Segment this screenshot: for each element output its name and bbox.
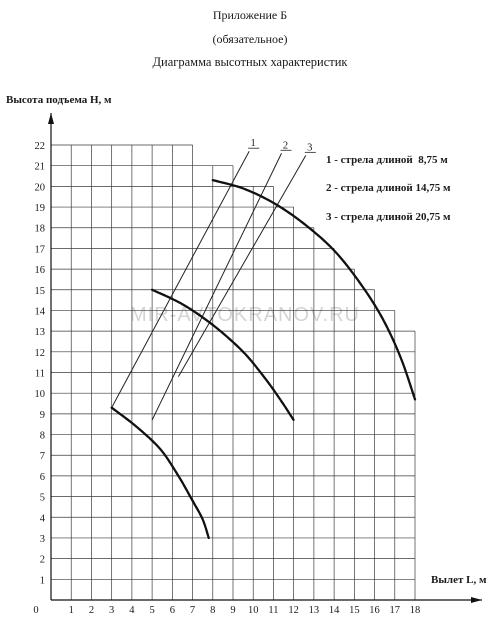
y-tick-label: 14 <box>34 306 45 318</box>
boom-label-2: 2 <box>282 140 289 152</box>
y-tick-label: 20 <box>34 182 45 194</box>
x-tick-label: 15 <box>349 605 360 616</box>
y-tick-label: 3 <box>39 533 45 545</box>
origin-label: 0 <box>33 605 39 616</box>
legend-entry-1: 1 - стрела длиной 8,75 м <box>326 154 448 166</box>
y-axis-arrow <box>48 113 54 124</box>
diagram-title: Диаграмма высотных характеристик <box>152 55 348 69</box>
x-tick-label: 13 <box>308 605 320 616</box>
legend-entry-2: 2 - стрела длиной 14,75 м <box>326 182 451 194</box>
y-tick-label: 22 <box>34 141 45 152</box>
curves <box>112 180 415 538</box>
y-tick-label: 11 <box>34 368 45 380</box>
y-tick-label: 15 <box>34 285 45 297</box>
legend-entry-3: 3 - стрела длиной 20,75 м <box>326 211 451 223</box>
y-tick-label: 2 <box>39 554 45 566</box>
x-tick-label: 18 <box>409 605 421 616</box>
watermark-text: MIR-AVTOKRANOV.RU <box>130 304 360 326</box>
boom-label-3: 3 <box>307 142 313 154</box>
y-tick-label: 13 <box>34 327 45 339</box>
legend <box>326 154 451 223</box>
y-tick-label: 7 <box>39 451 45 463</box>
y-tick-label: 17 <box>34 244 45 256</box>
y-tick-label: 4 <box>39 513 45 525</box>
x-tick-label: 8 <box>210 605 216 616</box>
x-tick-label: 5 <box>149 605 155 616</box>
y-tick-label: 12 <box>34 347 45 359</box>
x-tick-label: 14 <box>328 605 340 616</box>
x-tick-label: 4 <box>129 605 135 616</box>
appendix-heading: Приложение Б <box>212 8 288 22</box>
y-axis-label: Высота подъема Н, м <box>6 94 112 106</box>
boom-line-2 <box>152 153 281 420</box>
x-tick-label: 1 <box>68 605 74 616</box>
x-tick-label: 3 <box>109 605 115 616</box>
y-tick-label: 6 <box>39 471 45 483</box>
x-axis-arrow <box>471 597 482 603</box>
curve-boom-1 <box>112 408 209 538</box>
y-tick-label: 10 <box>34 389 45 401</box>
x-tick-label: 9 <box>230 605 236 616</box>
y-tick-label: 1 <box>39 575 45 587</box>
mandatory-note: (обязательное) <box>212 32 288 46</box>
y-tick-label: 21 <box>34 161 45 173</box>
y-tick-label: 9 <box>39 409 45 421</box>
y-tick-label: 18 <box>34 223 45 235</box>
boom-line-1 <box>112 151 250 407</box>
x-tick-label: 2 <box>88 605 95 616</box>
x-tick-label: 7 <box>189 605 196 616</box>
boom-label-1: 1 <box>250 138 256 150</box>
y-tick-label: 5 <box>39 492 45 504</box>
x-tick-label: 11 <box>268 605 279 616</box>
y-tick-label: 16 <box>34 265 45 277</box>
x-tick-label: 10 <box>247 605 259 616</box>
x-axis-label: Вылет L, м <box>431 574 487 586</box>
x-tick-label: 6 <box>169 605 175 616</box>
x-tick-label: 16 <box>369 605 380 616</box>
y-tick-label: 19 <box>34 203 45 215</box>
x-tick-label: 12 <box>288 605 299 616</box>
x-tick-label: 17 <box>389 605 401 616</box>
y-tick-label: 8 <box>39 430 45 442</box>
